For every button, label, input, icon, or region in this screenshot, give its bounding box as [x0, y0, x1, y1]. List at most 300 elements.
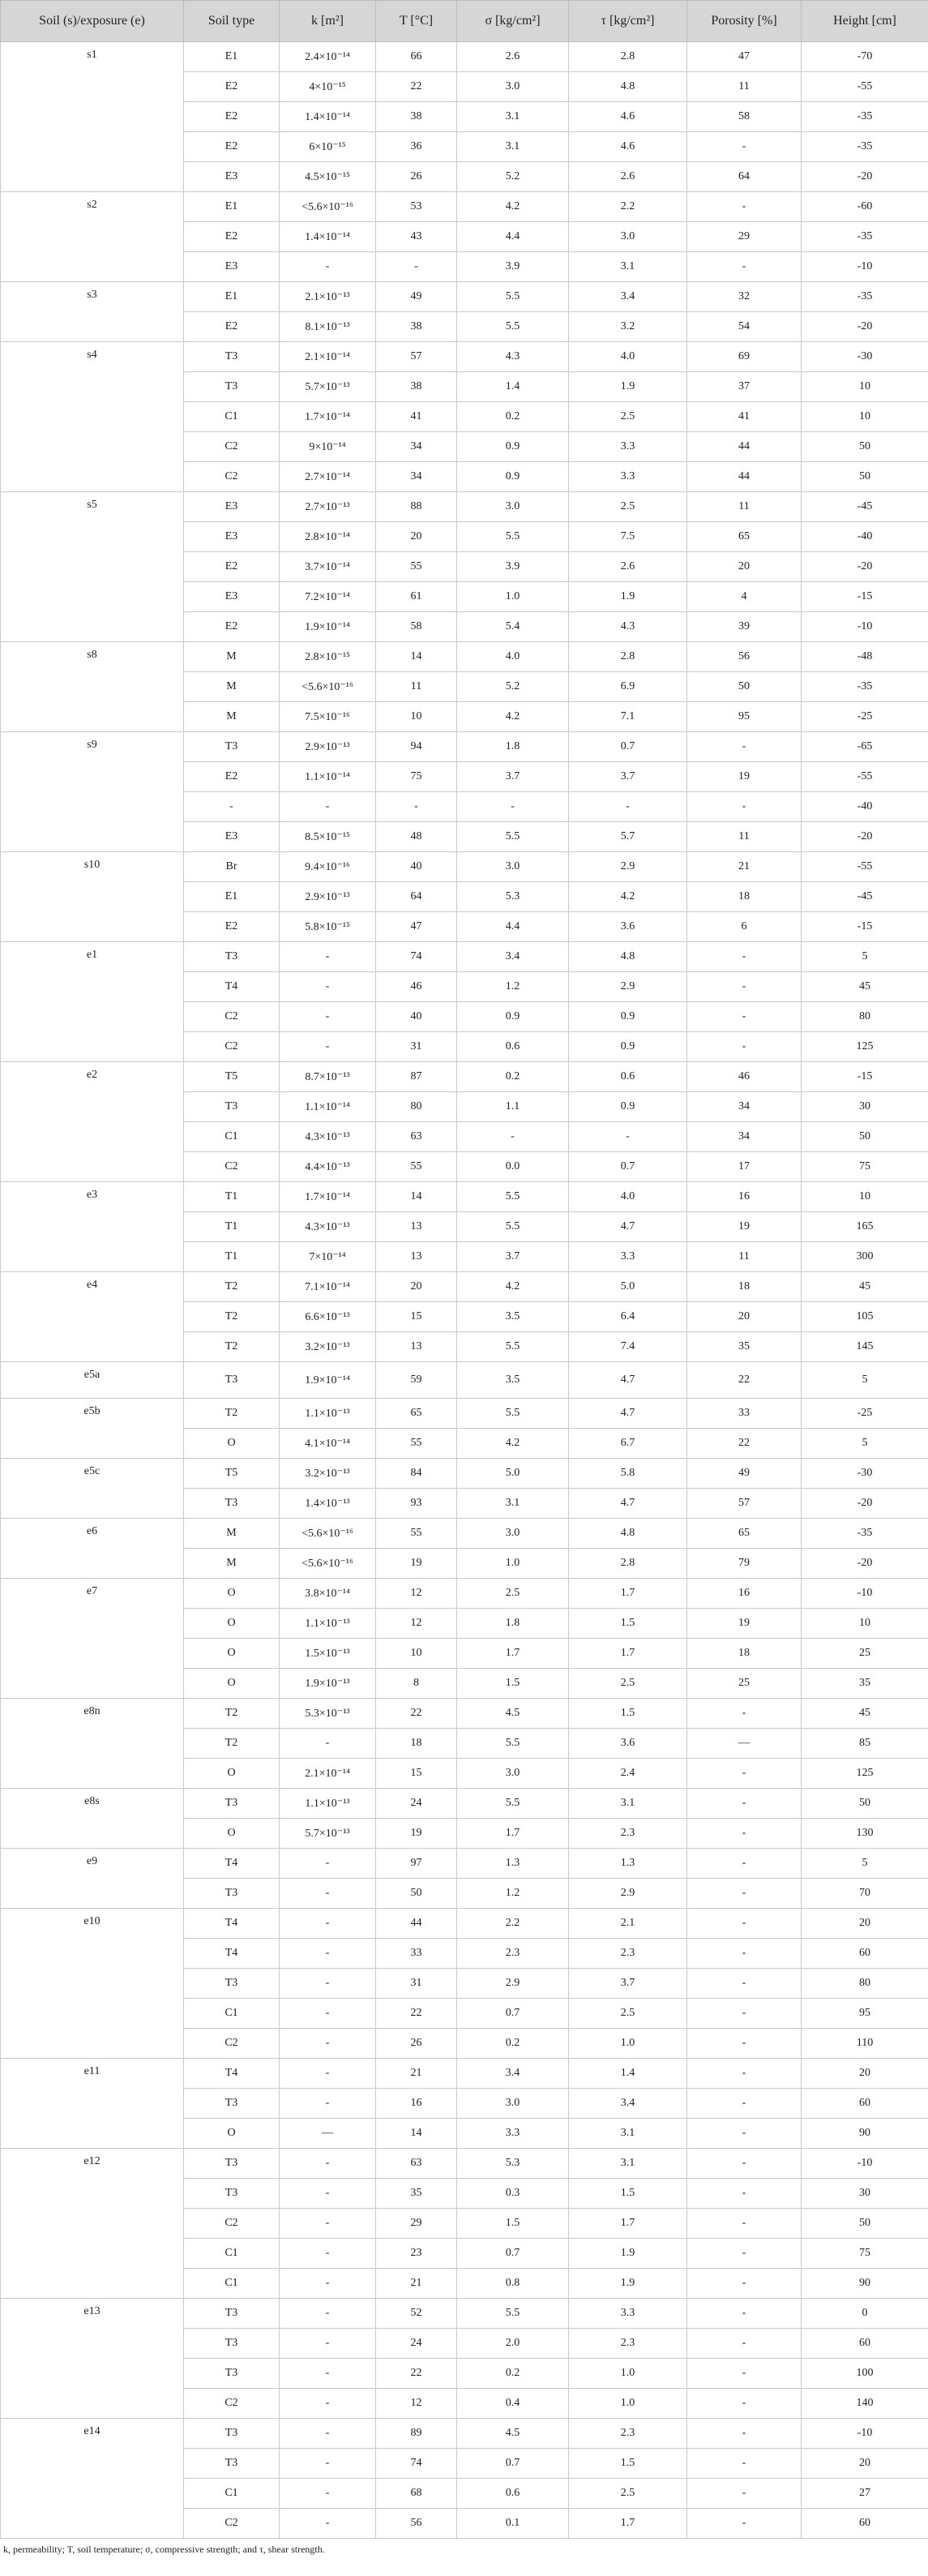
porosity-cell: 11 [687, 1242, 802, 1272]
shear-strength-cell: 1.9 [569, 2269, 687, 2299]
permeability-cell: <5.6×10⁻¹⁶ [280, 1519, 376, 1549]
porosity-cell: - [687, 2389, 802, 2419]
soil-type-cell: T3 [184, 942, 280, 972]
shear-strength-cell: - [569, 792, 687, 822]
compressive-strength-cell: 0.7 [457, 2239, 569, 2269]
compressive-strength-cell: 3.9 [457, 252, 569, 282]
table-row [1, 852, 928, 882]
shear-strength-cell: 1.9 [569, 372, 687, 402]
permeability-cell: - [280, 1032, 376, 1062]
height-cell: -45 [802, 882, 928, 912]
porosity-cell: 18 [687, 1272, 802, 1302]
compressive-strength-cell: 3.0 [457, 72, 569, 102]
porosity-cell: - [687, 2209, 802, 2239]
permeability-cell: 1.9×10⁻¹³ [280, 1669, 376, 1699]
header-shear-strength: τ [kg/cm²] [569, 1, 687, 42]
height-cell: -70 [802, 42, 928, 72]
height-cell: 80 [802, 1002, 928, 1032]
table-row [1, 1362, 928, 1399]
soil-type-cell: C1 [184, 402, 280, 432]
soil-type-cell: T3 [184, 2089, 280, 2119]
compressive-strength-cell: 2.6 [457, 42, 569, 72]
permeability-cell: - [280, 2389, 376, 2419]
permeability-cell: 4.1×10⁻¹⁴ [280, 1429, 376, 1459]
compressive-strength-cell: 4.4 [457, 912, 569, 942]
porosity-cell: 39 [687, 612, 802, 642]
table-row [1, 492, 928, 522]
soil-exposure-label: e13 [1, 2299, 184, 2419]
permeability-cell: 1.4×10⁻¹³ [280, 1489, 376, 1519]
soil-type-cell: E1 [184, 192, 280, 222]
table-row [1, 942, 928, 972]
shear-strength-cell: 2.3 [569, 2419, 687, 2449]
soil-exposure-label: s3 [1, 282, 184, 342]
table-row [1, 1699, 928, 1729]
temperature-cell: 64 [376, 882, 457, 912]
height-cell: 60 [802, 2089, 928, 2119]
permeability-cell: 2.1×10⁻¹⁴ [280, 342, 376, 372]
porosity-cell: 33 [687, 1399, 802, 1429]
table-row [1, 1062, 928, 1092]
soil-type-cell: M [184, 642, 280, 672]
table-header-row [1, 1, 928, 42]
porosity-cell: 44 [687, 432, 802, 462]
shear-strength-cell: 3.1 [569, 2149, 687, 2179]
compressive-strength-cell: 5.0 [457, 1459, 569, 1489]
height-cell: 45 [802, 972, 928, 1002]
soil-type-cell: O [184, 1609, 280, 1639]
height-cell: 80 [802, 1969, 928, 1999]
permeability-cell: - [280, 2239, 376, 2269]
porosity-cell: - [687, 2329, 802, 2359]
header-temperature: T [°C] [376, 1, 457, 42]
compressive-strength-cell: 1.0 [457, 582, 569, 612]
temperature-cell: 35 [376, 2179, 457, 2209]
soil-exposure-label: s4 [1, 342, 184, 492]
height-cell: -35 [802, 102, 928, 132]
table-row [1, 42, 928, 72]
header-compressive-strength: σ [kg/cm²] [457, 1, 569, 42]
shear-strength-cell: 6.7 [569, 1429, 687, 1459]
permeability-cell: - [280, 2419, 376, 2449]
temperature-cell: 13 [376, 1212, 457, 1242]
permeability-cell: 7×10⁻¹⁴ [280, 1242, 376, 1272]
soil-type-cell: E1 [184, 42, 280, 72]
height-cell: -15 [802, 582, 928, 612]
soil-type-cell: O [184, 1429, 280, 1459]
porosity-cell: 35 [687, 1332, 802, 1362]
shear-strength-cell: 2.1 [569, 1909, 687, 1939]
soil-type-cell: T3 [184, 2419, 280, 2449]
temperature-cell: 93 [376, 1489, 457, 1519]
temperature-cell: 55 [376, 1152, 457, 1182]
height-cell: 50 [802, 462, 928, 492]
soil-exposure-label: e14 [1, 2419, 184, 2539]
soil-type-cell: T1 [184, 1212, 280, 1242]
compressive-strength-cell: 1.8 [457, 1609, 569, 1639]
temperature-cell: 34 [376, 432, 457, 462]
soil-type-cell: E3 [184, 822, 280, 852]
compressive-strength-cell: 3.7 [457, 1242, 569, 1272]
permeability-cell: 9.4×10⁻¹⁶ [280, 852, 376, 882]
soil-type-cell: - [184, 792, 280, 822]
soil-type-cell: T3 [184, 342, 280, 372]
compressive-strength-cell: 0.9 [457, 1002, 569, 1032]
shear-strength-cell: 1.7 [569, 1579, 687, 1609]
soil-exposure-label: e9 [1, 1849, 184, 1909]
temperature-cell: 55 [376, 1519, 457, 1549]
permeability-cell: 2.7×10⁻¹³ [280, 492, 376, 522]
shear-strength-cell: 2.5 [569, 1669, 687, 1699]
temperature-cell: 22 [376, 72, 457, 102]
shear-strength-cell: 4.0 [569, 342, 687, 372]
soil-type-cell: E2 [184, 312, 280, 342]
shear-strength-cell: 2.5 [569, 2479, 687, 2509]
soil-type-cell: T4 [184, 972, 280, 1002]
temperature-cell: 74 [376, 942, 457, 972]
temperature-cell: 22 [376, 2359, 457, 2389]
soil-type-cell: E2 [184, 552, 280, 582]
compressive-strength-cell: 0.9 [457, 432, 569, 462]
soil-exposure-label: e6 [1, 1519, 184, 1579]
height-cell: -10 [802, 2419, 928, 2449]
permeability-cell: 2.7×10⁻¹⁴ [280, 462, 376, 492]
table-footnote: k, permeability; T, soil temperature; σ, compressive strength; and τ, shear strength. [3, 2544, 325, 2555]
porosity-cell: - [687, 1879, 802, 1909]
soil-type-cell: M [184, 1519, 280, 1549]
porosity-cell: - [687, 792, 802, 822]
porosity-cell: 46 [687, 1062, 802, 1092]
soil-type-cell: T3 [184, 2449, 280, 2479]
shear-strength-cell: 2.9 [569, 1879, 687, 1909]
header-permeability: k [m²] [280, 1, 376, 42]
porosity-cell: - [687, 2089, 802, 2119]
porosity-cell: 47 [687, 42, 802, 72]
soil-type-cell: T2 [184, 1729, 280, 1759]
soil-type-cell: E1 [184, 282, 280, 312]
porosity-cell: - [687, 1939, 802, 1969]
soil-type-cell: E3 [184, 252, 280, 282]
shear-strength-cell: 4.7 [569, 1362, 687, 1399]
height-cell: 35 [802, 1669, 928, 1699]
soil-type-cell: C1 [184, 1122, 280, 1152]
temperature-cell: 24 [376, 1789, 457, 1819]
compressive-strength-cell: 0.4 [457, 2389, 569, 2419]
porosity-cell: - [687, 1819, 802, 1849]
soil-type-cell: E2 [184, 102, 280, 132]
compressive-strength-cell: 0.2 [457, 402, 569, 432]
porosity-cell: - [687, 2179, 802, 2209]
soil-type-cell: T3 [184, 1489, 280, 1519]
compressive-strength-cell: 3.1 [457, 102, 569, 132]
shear-strength-cell: 3.6 [569, 1729, 687, 1759]
compressive-strength-cell: 4.2 [457, 1429, 569, 1459]
temperature-cell: 12 [376, 1579, 457, 1609]
compressive-strength-cell: 5.5 [457, 522, 569, 552]
compressive-strength-cell: 1.5 [457, 1669, 569, 1699]
shear-strength-cell: 7.4 [569, 1332, 687, 1362]
height-cell: -40 [802, 522, 928, 552]
height-cell: 5 [802, 1362, 928, 1399]
shear-strength-cell: 3.4 [569, 282, 687, 312]
height-cell: 165 [802, 1212, 928, 1242]
shear-strength-cell: 2.5 [569, 1999, 687, 2029]
compressive-strength-cell: 0.0 [457, 1152, 569, 1182]
table-row [1, 1849, 928, 1879]
shear-strength-cell: 1.5 [569, 1699, 687, 1729]
table-row [1, 1579, 928, 1609]
soil-type-cell: T1 [184, 1182, 280, 1212]
height-cell: 125 [802, 1032, 928, 1062]
compressive-strength-cell: 5.5 [457, 822, 569, 852]
permeability-cell: 1.9×10⁻¹⁴ [280, 1362, 376, 1399]
porosity-cell: 20 [687, 552, 802, 582]
height-cell: 0 [802, 2299, 928, 2329]
permeability-cell: - [280, 1729, 376, 1759]
compressive-strength-cell: 2.2 [457, 1909, 569, 1939]
soil-type-cell: C2 [184, 2389, 280, 2419]
permeability-cell: 6×10⁻¹⁵ [280, 132, 376, 162]
porosity-cell: — [687, 1729, 802, 1759]
temperature-cell: 65 [376, 1399, 457, 1429]
height-cell: 45 [802, 1699, 928, 1729]
soil-type-cell: C1 [184, 1999, 280, 2029]
compressive-strength-cell: 0.8 [457, 2269, 569, 2299]
compressive-strength-cell: 2.9 [457, 1969, 569, 1999]
compressive-strength-cell: 0.6 [457, 2479, 569, 2509]
permeability-cell: 5.7×10⁻¹³ [280, 372, 376, 402]
height-cell: 50 [802, 1122, 928, 1152]
height-cell: 30 [802, 1092, 928, 1122]
soil-type-cell: E2 [184, 612, 280, 642]
soil-type-cell: M [184, 672, 280, 702]
height-cell: 75 [802, 2239, 928, 2269]
permeability-cell: - [280, 792, 376, 822]
height-cell: 85 [802, 1729, 928, 1759]
permeability-cell: 1.7×10⁻¹⁴ [280, 402, 376, 432]
porosity-cell: 95 [687, 702, 802, 732]
temperature-cell: 34 [376, 462, 457, 492]
temperature-cell: 22 [376, 1999, 457, 2029]
table-row [1, 732, 928, 762]
porosity-cell: 58 [687, 102, 802, 132]
compressive-strength-cell: 1.1 [457, 1092, 569, 1122]
shear-strength-cell: 2.3 [569, 1939, 687, 1969]
temperature-cell: 53 [376, 192, 457, 222]
permeability-cell: 1.1×10⁻¹⁴ [280, 762, 376, 792]
porosity-cell: 11 [687, 492, 802, 522]
permeability-cell: - [280, 2329, 376, 2359]
compressive-strength-cell: 3.0 [457, 1519, 569, 1549]
permeability-cell: 2.1×10⁻¹³ [280, 282, 376, 312]
soil-type-cell: M [184, 1549, 280, 1579]
permeability-cell: 3.8×10⁻¹⁴ [280, 1579, 376, 1609]
permeability-cell: 3.2×10⁻¹³ [280, 1332, 376, 1362]
temperature-cell: 12 [376, 1609, 457, 1639]
height-cell: -10 [802, 612, 928, 642]
soil-exposure-label: e3 [1, 1182, 184, 1272]
soil-exposure-label: e2 [1, 1062, 184, 1182]
permeability-cell: - [280, 2269, 376, 2299]
porosity-cell: - [687, 1699, 802, 1729]
permeability-cell: 2.8×10⁻¹⁵ [280, 642, 376, 672]
height-cell: -55 [802, 72, 928, 102]
shear-strength-cell: 1.4 [569, 2059, 687, 2089]
temperature-cell: 55 [376, 552, 457, 582]
soil-type-cell: T3 [184, 2359, 280, 2389]
shear-strength-cell: 4.8 [569, 942, 687, 972]
temperature-cell: 75 [376, 762, 457, 792]
compressive-strength-cell: 5.5 [457, 1789, 569, 1819]
temperature-cell: 38 [376, 312, 457, 342]
porosity-cell: - [687, 1909, 802, 1939]
soil-type-cell: C2 [184, 2209, 280, 2239]
header-soil-exposure: Soil (s)/exposure (e) [1, 1, 184, 42]
shear-strength-cell: 0.6 [569, 1062, 687, 1092]
temperature-cell: 14 [376, 2119, 457, 2149]
height-cell: -20 [802, 822, 928, 852]
temperature-cell: 46 [376, 972, 457, 1002]
compressive-strength-cell: 5.5 [457, 2299, 569, 2329]
compressive-strength-cell: 0.7 [457, 1999, 569, 2029]
height-cell: -25 [802, 702, 928, 732]
temperature-cell: 59 [376, 1362, 457, 1399]
height-cell: -30 [802, 342, 928, 372]
porosity-cell: 19 [687, 1212, 802, 1242]
height-cell: -10 [802, 1579, 928, 1609]
temperature-cell: - [376, 252, 457, 282]
permeability-cell: 1.4×10⁻¹⁴ [280, 102, 376, 132]
soil-type-cell: T3 [184, 372, 280, 402]
permeability-cell: 5.8×10⁻¹⁵ [280, 912, 376, 942]
porosity-cell: 65 [687, 1519, 802, 1549]
header-porosity: Porosity [%] [687, 1, 802, 42]
compressive-strength-cell: 3.0 [457, 1759, 569, 1789]
compressive-strength-cell: 0.2 [457, 1062, 569, 1092]
shear-strength-cell: 4.8 [569, 1519, 687, 1549]
temperature-cell: 63 [376, 2149, 457, 2179]
permeability-cell: 4.4×10⁻¹³ [280, 1152, 376, 1182]
soil-type-cell: T4 [184, 2059, 280, 2089]
porosity-cell: - [687, 2509, 802, 2539]
height-cell: 60 [802, 2509, 928, 2539]
compressive-strength-cell: 1.2 [457, 972, 569, 1002]
height-cell: 20 [802, 1909, 928, 1939]
height-cell: -35 [802, 222, 928, 252]
shear-strength-cell: 2.3 [569, 2329, 687, 2359]
permeability-cell: 9×10⁻¹⁴ [280, 432, 376, 462]
height-cell: 110 [802, 2029, 928, 2059]
shear-strength-cell: 5.0 [569, 1272, 687, 1302]
soil-type-cell: E3 [184, 522, 280, 552]
shear-strength-cell: 3.3 [569, 462, 687, 492]
shear-strength-cell: 5.7 [569, 822, 687, 852]
permeability-cell: 1.1×10⁻¹³ [280, 1609, 376, 1639]
shear-strength-cell: 4.7 [569, 1212, 687, 1242]
compressive-strength-cell: - [457, 1122, 569, 1152]
compressive-strength-cell: 1.4 [457, 372, 569, 402]
table-row [1, 342, 928, 372]
temperature-cell: 40 [376, 1002, 457, 1032]
soil-type-cell: T3 [184, 2329, 280, 2359]
porosity-cell: 65 [687, 522, 802, 552]
porosity-cell: 34 [687, 1122, 802, 1152]
compressive-strength-cell: 4.2 [457, 1272, 569, 1302]
compressive-strength-cell: 4.5 [457, 1699, 569, 1729]
height-cell: 10 [802, 1609, 928, 1639]
permeability-cell: - [280, 2449, 376, 2479]
soil-type-cell: T4 [184, 1939, 280, 1969]
porosity-cell: - [687, 2299, 802, 2329]
porosity-cell: - [687, 1789, 802, 1819]
temperature-cell: 80 [376, 1092, 457, 1122]
porosity-cell: 19 [687, 762, 802, 792]
permeability-cell: <5.6×10⁻¹⁶ [280, 1549, 376, 1579]
porosity-cell: - [687, 2449, 802, 2479]
compressive-strength-cell: 0.9 [457, 462, 569, 492]
porosity-cell: 41 [687, 402, 802, 432]
soil-type-cell: E2 [184, 762, 280, 792]
temperature-cell: 19 [376, 1549, 457, 1579]
porosity-cell: 56 [687, 642, 802, 672]
porosity-cell: - [687, 2119, 802, 2149]
soil-type-cell: C2 [184, 1152, 280, 1182]
soil-exposure-label: e5a [1, 1362, 184, 1399]
height-cell: 60 [802, 2329, 928, 2359]
height-cell: -35 [802, 132, 928, 162]
shear-strength-cell: 1.7 [569, 2509, 687, 2539]
soil-exposure-label: s8 [1, 642, 184, 732]
temperature-cell: 43 [376, 222, 457, 252]
permeability-cell: 5.7×10⁻¹³ [280, 1819, 376, 1849]
shear-strength-cell: 2.8 [569, 642, 687, 672]
soil-type-cell: E2 [184, 132, 280, 162]
soil-type-cell: C1 [184, 2269, 280, 2299]
soil-type-cell: T4 [184, 1909, 280, 1939]
permeability-cell: - [280, 252, 376, 282]
compressive-strength-cell: 3.4 [457, 942, 569, 972]
height-cell: -35 [802, 282, 928, 312]
permeability-cell: 4.5×10⁻¹⁵ [280, 162, 376, 192]
permeability-cell: - [280, 1849, 376, 1879]
compressive-strength-cell: 3.0 [457, 852, 569, 882]
shear-strength-cell: 2.8 [569, 42, 687, 72]
permeability-cell: - [280, 2149, 376, 2179]
porosity-cell: - [687, 252, 802, 282]
porosity-cell: 16 [687, 1182, 802, 1212]
height-cell: -40 [802, 792, 928, 822]
temperature-cell: 57 [376, 342, 457, 372]
shear-strength-cell: 3.4 [569, 2089, 687, 2119]
compressive-strength-cell: 1.3 [457, 1849, 569, 1879]
shear-strength-cell: 3.0 [569, 222, 687, 252]
permeability-cell: 1.5×10⁻¹³ [280, 1639, 376, 1669]
soil-exposure-label: e10 [1, 1909, 184, 2059]
temperature-cell: 52 [376, 2299, 457, 2329]
height-cell: -25 [802, 1399, 928, 1429]
shear-strength-cell: 2.4 [569, 1759, 687, 1789]
permeability-cell: 1.1×10⁻¹⁴ [280, 1092, 376, 1122]
compressive-strength-cell: 5.5 [457, 312, 569, 342]
height-cell: 10 [802, 402, 928, 432]
permeability-cell: 5.3×10⁻¹³ [280, 1699, 376, 1729]
porosity-cell: 17 [687, 1152, 802, 1182]
soil-type-cell: T2 [184, 1699, 280, 1729]
compressive-strength-cell: 2.5 [457, 1579, 569, 1609]
temperature-cell: 8 [376, 1669, 457, 1699]
porosity-cell: 22 [687, 1429, 802, 1459]
temperature-cell: 48 [376, 822, 457, 852]
